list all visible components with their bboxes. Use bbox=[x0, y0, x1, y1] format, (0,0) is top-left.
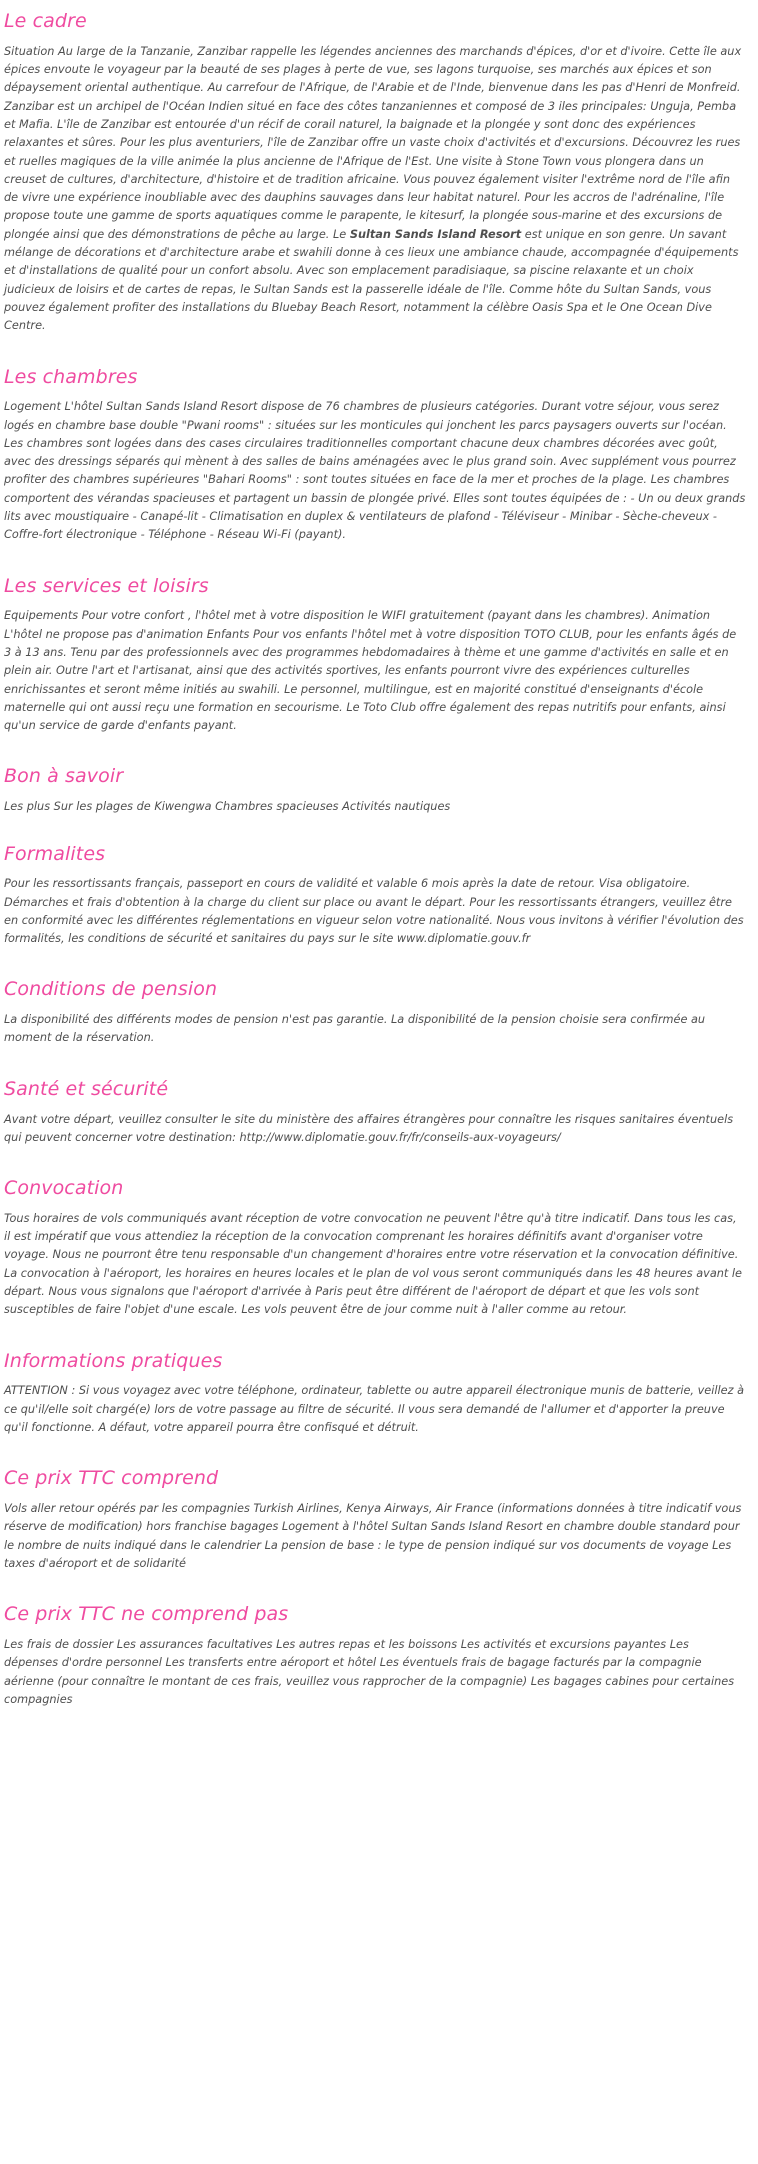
section-body-les-chambres: Logement L'hôtel Sultan Sands Island Resort dispose de 76 chambres de plusieurs catégories. Durant votre séjour, vous serez logés en chambre base double "Pwani rooms" : situées sur les monticules qui jonchent les parcs paysagers ouverts sur l'océan. Les chambres sont logées dans des cases circulaires traditionnelles comportant chacune deux chambres décorées avec goût, avec des dressings séparés qui mènent à des salles de bains aménagées avec le plus grand soin. Avec supplément vous pourrez profiter des chambres supérieures "Bahari Rooms" : sont toutes situées en face de la mer et proches de la plage. Les chambres comportent des vérandas spacieuses et partagent un bassin de plongée privé. Elles sont toutes équipées de : - Un ou deux grands lits avec moustiquaire - Canapé-lit - Climatisation en duplex & ventilateurs de plafond - Téléviseur - Minibar - Sèche-cheveux - Coffre-fort électronique - Téléphone - Réseau Wi-Fi (payant). bbox=[4, 400, 746, 542]
section-body-les-services-et-loisirs: Equipements Pour votre confort , l'hôtel met à votre disposition le WIFI gratuitement (payant dans les chambres). Animation L'hôtel ne propose pas d'animation Enfants Pour vos enfants l'hôtel met à votre disposition TOTO CLUB, pour les enfants âgés de 3 à 13 ans. Tenu par des professionnels avec des programmes hebdomadaires à thème et une gamme d'activités en salle et en plein air. Outre l'art et l'artisanat, ainsi que des activités sportives, les enfants pourront vivre des expériences culturelles enrichissantes et seront même initiés au swahili. Le personnel, multilingue, est en majorité constitué d'enseignants d'école maternelle qui ont aussi reçu une formation en secourisme. Le Toto Club offre également des repas nutritifs pour enfants, ainsi qu'un service de garde d'enfants payant. bbox=[4, 609, 737, 733]
section-les-services-et-loisirs bbox=[4, 575, 746, 736]
section-title-le-cadre: Le cadre bbox=[4, 10, 87, 32]
spacer bbox=[4, 948, 746, 978]
section-title-ce-prix-ttc-comprend: Ce prix TTC comprend bbox=[4, 1467, 219, 1490]
section-body-bon-a-savoir: Les plus Sur les plages de Kiwengwa Chambres spacieuses Activités nautiques bbox=[4, 800, 451, 814]
section-les-chambres bbox=[4, 366, 746, 545]
section-bon-a-savoir bbox=[4, 765, 746, 816]
spacer bbox=[4, 817, 746, 843]
section-body-ce-prix-ttc-ne-comprend-pas: Les frais de dossier Les assurances facultatives Les autres repas et les boissons Les activités et excursions payantes Les dépenses d'ordre personnel Les transferts entre aéroport et hôtel Les éventuels frais de bagage facturés par la compagnie aérienne (pour connaître le montant de ces frais, veuillez vous rapprocher de la compagnie) Les bagages cabines pour certaines compagnies bbox=[4, 1637, 735, 1706]
spacer bbox=[4, 735, 746, 765]
section-body-conditions-de-pension: La disponibilité des différents modes de pension n'est pas garantie. La disponibilité de la pension choisie sera confirmée au moment de la réservation. bbox=[4, 1013, 706, 1045]
section-body-ce-prix-ttc-comprend: Vols aller retour opérés par les compagnies Turkish Airlines, Kenya Airways, Air France (informations données à titre indicatif vous réserve de modification) hors franchise bagages Logement à l'hôtel Sultan Sands Island Resort en chambre double standard pour le nombre de nuits indiqué dans le calendrier La pension de base : le type de pension indiqué sur vos documents de voyage Les taxes d'aéroport et de solidarité bbox=[4, 1502, 742, 1570]
section-title-informations-pratiques: Informations pratiques bbox=[4, 1349, 223, 1372]
section-ce-prix-ttc-comprend bbox=[4, 1467, 746, 1573]
section-body-convocation: Tous horaires de vols communiqués avant réception de votre convocation ne peuvent l'être qu'à titre indicatif. Dans tous les cas, il est impératif que vous attendiez la réception de la convocation comprenant les horaires définitifs avant d'organiser votre voyage. Nous ne pourront être tenu responsable d'un changement d'horaires entre votre réservation et la convocation définitive. La convocation à l'aéroport, les horaires en heures locales et le plan de vol vous seront communiqués dans les 48 heures avant le départ. Nous vous signalons que l'aéroport d'arrivée à Paris peut être différent de l'aéroport de départ et que les vols sont susceptibles de faire l'objet d'une escale. Les vols peuvent être de jour comme nuit à l'aller comme au retour. bbox=[4, 1211, 743, 1317]
section-title-ce-prix-ttc-ne-comprend-pas: Ce prix TTC ne comprend pas bbox=[4, 1603, 289, 1626]
spacer bbox=[4, 1437, 746, 1467]
section-convocation bbox=[4, 1177, 746, 1320]
section-ce-prix-ttc-ne-comprend-pas bbox=[4, 1603, 746, 1709]
spacer bbox=[4, 545, 746, 575]
section-informations-pratiques bbox=[4, 1350, 746, 1438]
section-sante-et-securite bbox=[4, 1078, 746, 1147]
section-formalites bbox=[4, 843, 746, 949]
section-title-bon-a-savoir: Bon à savoir bbox=[4, 765, 124, 788]
section-body-formalites: Pour les ressortissants français, passeport en cours de validité et valable 6 mois après la date de retour. Visa obligatoire. Démarches et frais d'obtention à la charge du client sur place ou avant le départ. Pour les ressortissants étrangers, veuillez être en conformité avec les différentes réglementations en vigueur selon votre nationalité. Nous vous invitons à vérifier l'évolution des formalités, les conditions de sécurité et sanitaires du pays sur le site www.diplomatie.gouv.fr bbox=[4, 877, 744, 946]
section-body-le-cadre: Situation Au large de la Tanzanie, Zanzibar rappelle les légendes anciennes des marchands d'épices, d'or et d'ivoire. Cette île aux épices envoute le voyageur par la beauté de ses plages à perte de vue, ses lagons turquoise, ses marchés aux épices et son dépaysement oriental authentique. Au carrefour de l'Afrique, de l'Arabie et de l'Inde, bienvenue dans les pas d'Henri de Monfreid. Zanzibar est un archipel de l'Océan Indien situé en face des côtes tanzaniennes et composé de 3 iles principales: Unguja, Pemba et Mafia. L'île de Zanzibar est entourée d'un récif de corail naturel, la baignade et la plongée y sont donc des expériences relaxantes et sûres. Pour les plus aventuriers, l'île de Zanzibar offre un vaste choix d'activités et d'excursions. Découvrez les rues et ruelles magiques de la ville animée la plus ancienne de l'Afrique de l'Est. Une visite à Stone Town vous plongera dans un creuset de cultures, d'architecture, d'histoire et de tradition africaine. Vous pouvez également visiter l'extrême nord de l'île afin de vivre une expérience inoubliable avec des dauphins sauvages dans leur habitat naturel. Pour les accros de l'adrénaline, l'île propose toute une gamme de sports aquatiques comme le parapente, le kitesurf, la plongée sous-marine et des excursions de plongée ainsi que des démonstrations de pêche au large. Le Sultan Sands Island Resort est unique en son genre. Un savant mélange de décorations et d'architecture arabe et swahili donne à ces lieux une ambiance chaude, accompagnée d'équipements et d'installations de qualité pour un confort absolu. Avec son emplacement paradisiaque, sa piscine relaxante et un choix judicieux de loisirs et de cartes de repas, le Sultan Sands est la passerelle idéale de l'île. Comme hôte du Sultan Sands, vous pouvez également profiter des installations du Bluebay Beach Resort, notamment la célèbre Oasis Spa et le One Ocean Dive Centre. bbox=[4, 44, 742, 333]
section-title-convocation: Convocation bbox=[4, 1177, 124, 1200]
section-title-formalites: Formalites bbox=[4, 842, 106, 865]
section-le-cadre bbox=[4, 10, 746, 336]
section-title-les-services-et-loisirs: Les services et loisirs bbox=[4, 574, 209, 597]
spacer bbox=[4, 1147, 746, 1177]
section-title-les-chambres: Les chambres bbox=[4, 365, 138, 388]
spacer bbox=[4, 1320, 746, 1350]
section-conditions-de-pension bbox=[4, 978, 746, 1047]
section-title-conditions-de-pension: Conditions de pension bbox=[4, 978, 218, 1001]
section-body-informations-pratiques: ATTENTION : Si vous voyagez avec votre téléphone, ordinateur, tablette ou autre appareil électronique munis de batterie, veillez à ce qu'il/elle soit chargé(e) lors de votre passage au filtre de sécurité. Il vous sera demandé de l'allumer et d'apporter la preuve qu'il fonctionne. A défaut, votre appareil pourra être confisqué et détruit. bbox=[4, 1384, 745, 1434]
section-body-sante-et-securite: Avant votre départ, veuillez consulter le site du ministère des affaires étrangères pour connaître les risques sanitaires éventuels qui peuvent concerner votre destination: http://www.diplomatie.gouv.fr/fr/conseils-aux-voyageurs/ bbox=[4, 1112, 734, 1144]
section-title-sante-et-securite: Santé et sécurité bbox=[4, 1077, 169, 1100]
spacer bbox=[4, 336, 746, 366]
spacer bbox=[4, 1048, 746, 1078]
spacer bbox=[4, 1573, 746, 1603]
